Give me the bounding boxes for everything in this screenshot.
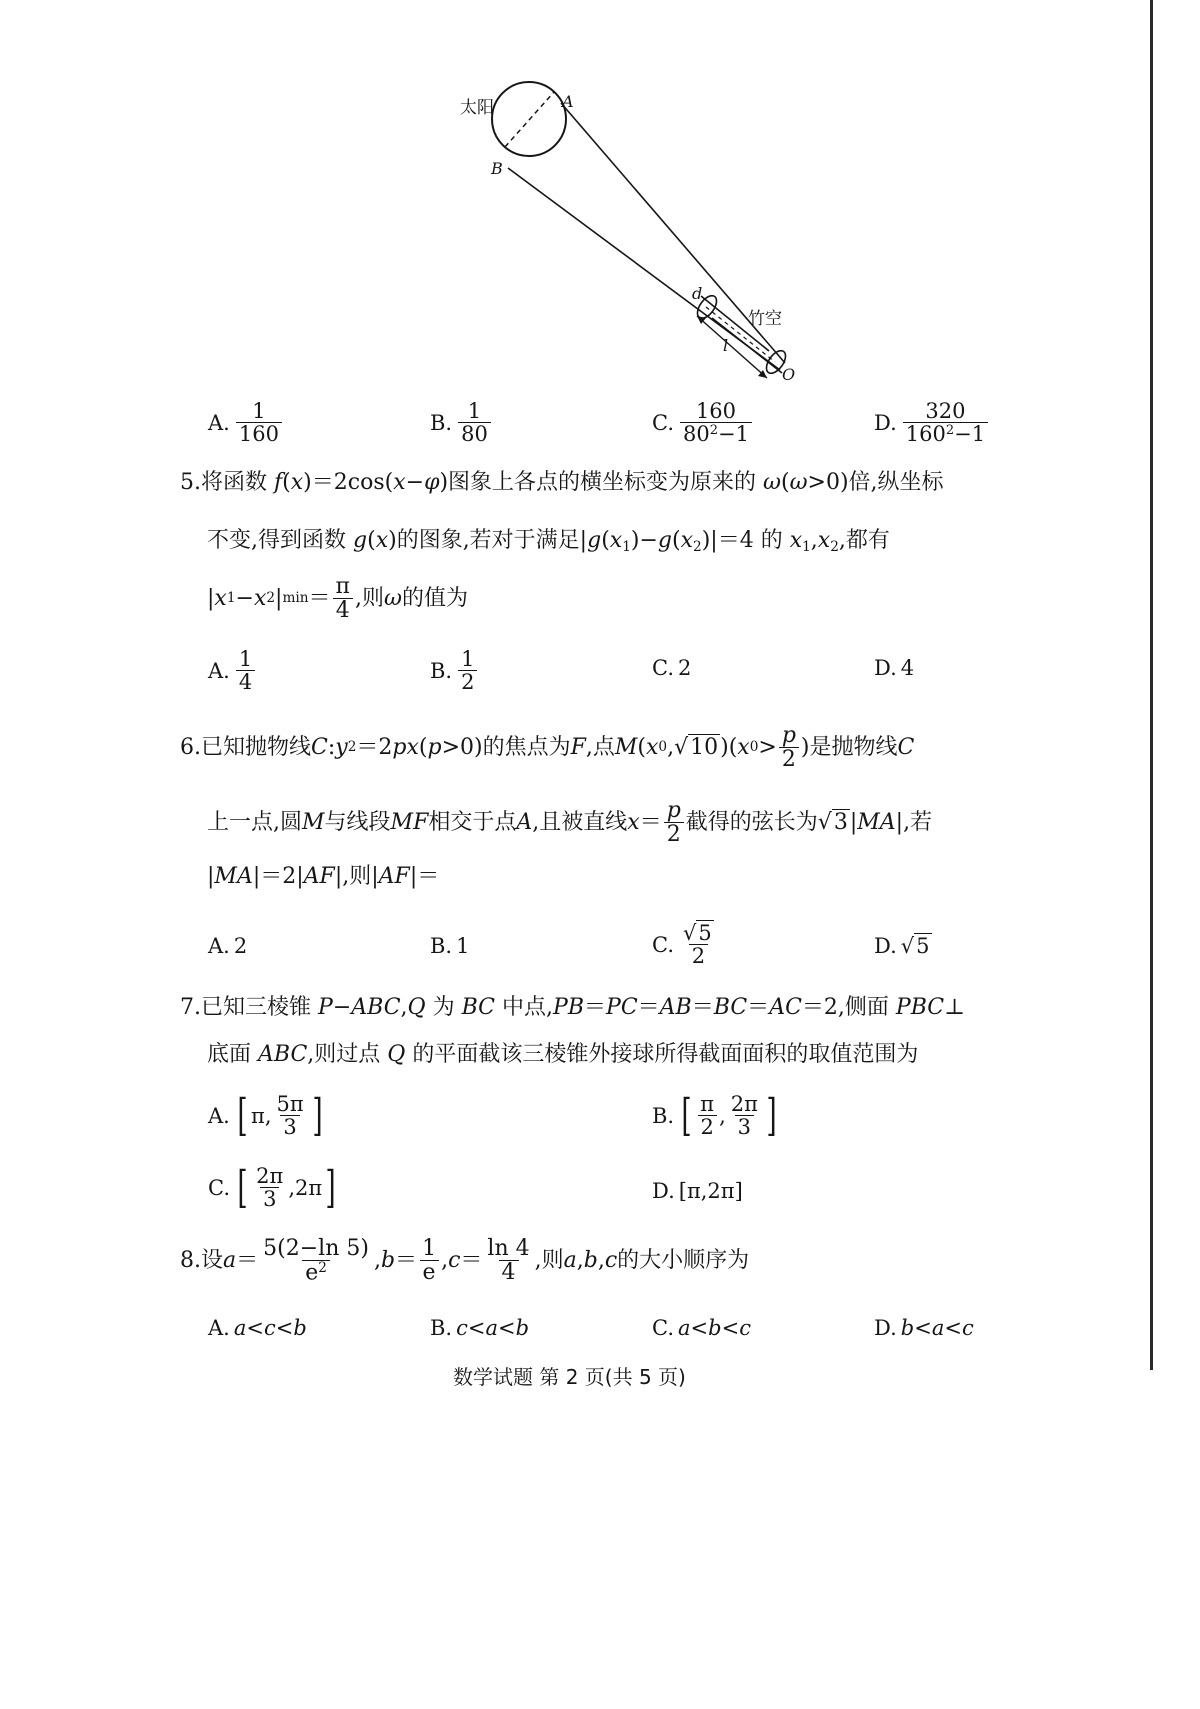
- option-label: D.: [874, 934, 897, 958]
- fraction: $\frac{2\pi}{3}$: [730, 1092, 758, 1140]
- q4-option-a[interactable]: [208, 400, 284, 445]
- label-l: l: [723, 336, 729, 355]
- option-label: A.: [208, 658, 230, 683]
- q8-option-d[interactable]: D. b < a < c: [874, 1316, 974, 1340]
- q6-option-a[interactable]: A. 2: [208, 934, 248, 958]
- denominator-base: 160: [905, 422, 946, 447]
- denominator: 160: [236, 422, 282, 445]
- fraction: [236, 400, 282, 445]
- fraction: $\frac{2\pi}{3}$: [256, 1164, 284, 1212]
- q8-option-a[interactable]: A. a < c < b: [208, 1316, 307, 1340]
- fraction: [680, 400, 752, 445]
- square-root: √10: [674, 734, 719, 760]
- q5-option-b[interactable]: [430, 648, 479, 693]
- option-label: C.: [652, 932, 674, 957]
- option-label: B.: [430, 658, 453, 683]
- option-label: A.: [208, 1103, 230, 1128]
- option-label: A.: [208, 1316, 230, 1340]
- label-o: O: [782, 365, 796, 384]
- denominator: [903, 422, 988, 445]
- label-b: B: [491, 159, 503, 178]
- denominator-base: 80: [683, 422, 710, 447]
- numerator: 320: [925, 399, 966, 423]
- fraction: $\frac{√5}{2}$: [683, 921, 712, 969]
- q4-option-b[interactable]: [430, 400, 493, 445]
- label-tube: 竹空: [748, 309, 782, 329]
- q7-line-2: 底面 ABC,则过点 Q 的平面截该三棱锥外接球所得截面面积的取值范围为: [207, 1042, 919, 1067]
- denominator: 80: [458, 422, 491, 445]
- option-label: B.: [430, 1316, 453, 1340]
- option-label: B.: [430, 410, 453, 435]
- denominator: [680, 422, 752, 445]
- page-footer: [453, 1361, 686, 1390]
- footer-subject: 数学试题: [453, 1365, 533, 1389]
- square-root: √5: [900, 934, 930, 958]
- q5-option-c[interactable]: C. 2: [652, 656, 692, 680]
- label-sun: 太阳: [460, 98, 494, 118]
- fraction: $\frac{1}{2}$: [458, 648, 477, 693]
- option-label: B.: [430, 934, 453, 958]
- q5-line-2: 不变,得到函数 g(x)的图象,若对于满足$|g(x_1)-g(x_2)|=4$ 的 $x_1,x_2$,都有: [207, 528, 890, 556]
- q8-option-b[interactable]: B. c < a < b: [430, 1316, 530, 1340]
- exponent: 2: [945, 422, 955, 438]
- sun-diameter-ab: [505, 92, 554, 147]
- q6-line-2: 上一点,圆 M 与线段 MF 相交于点 A ,且被直线 x ＝ $\frac{p}{2}$ 截得的弦长为 √3 | MA |,若: [207, 798, 933, 848]
- option-label: C.: [652, 410, 674, 435]
- q4-option-c[interactable]: [652, 400, 754, 445]
- fraction: [458, 400, 491, 445]
- option-label: D.: [652, 1179, 675, 1203]
- fraction: $\frac{\ln 4}{4}$: [487, 1236, 530, 1286]
- q5-option-d[interactable]: D. 4: [874, 656, 915, 680]
- fraction: $\frac{5(2-\ln 5)}{e^2}$: [263, 1236, 369, 1286]
- option-label: D.: [874, 410, 897, 435]
- denominator-tail: −1: [718, 422, 749, 447]
- q6-option-c[interactable]: [652, 922, 719, 967]
- fraction: $\frac{\pi}{4}$: [333, 575, 353, 622]
- q8-line: 8. 设 a ＝ $\frac{5(2-\ln 5)}{e^2}$ , b ＝ $\frac{1}{e}$ , c ＝ $\frac{\ln 4}{4}$ ,则 a , b , c 的大小顺序为: [180, 1236, 750, 1286]
- q6-option-d[interactable]: [874, 934, 932, 958]
- q7-option-d[interactable]: D. [π,2π]: [652, 1179, 743, 1203]
- q7-option-c[interactable]: C. [ $\frac{2\pi}{3}$ , 2π ]: [208, 1161, 336, 1213]
- footer-page-number: 第 2 页(共 5 页): [539, 1365, 686, 1389]
- option-label: A.: [208, 410, 230, 435]
- q6-line-1: 6. 已知抛物线 C : y 2 ＝2 px ( p >0)的焦点为 F ,点 M ( x 0 , √10 )( x 0 > $\frac{p}{2}$ )是抛物线 C: [180, 723, 915, 773]
- option-label: C.: [652, 656, 674, 680]
- question-number: 7.: [180, 995, 201, 1020]
- q4-option-d[interactable]: [874, 400, 990, 445]
- square-root: √3: [817, 809, 848, 835]
- question-number: 5.: [180, 470, 201, 495]
- fraction: $\frac{1}{4}$: [236, 648, 255, 693]
- q7-line-1: 7.已知三棱锥 P−ABC,Q 为 BC 中点,PB＝PC＝AB＝BC＝AC＝2,侧面 PBC⊥: [180, 995, 965, 1020]
- numerator: 160: [695, 399, 737, 423]
- fraction: [903, 400, 988, 445]
- option-label: C.: [208, 1175, 230, 1200]
- option-label: B.: [652, 1103, 675, 1128]
- q5-line-1: 5.将函数 f(x)＝2cos(x−φ)图象上各点的横坐标变为原来的 ω(ω>0)倍,纵坐标: [180, 470, 944, 495]
- q7-option-a[interactable]: A. [ π , $\frac{5\pi}{3}$ ]: [208, 1089, 323, 1141]
- label-a: A: [562, 92, 574, 111]
- option-label: D.: [874, 656, 897, 680]
- label-d: d: [692, 284, 703, 303]
- q5-option-a[interactable]: [208, 648, 257, 693]
- fraction: $\frac{5\pi}{3}$: [276, 1092, 304, 1140]
- question-number: 8.: [180, 1247, 201, 1273]
- fraction: $\frac{\pi}{2}$: [697, 1093, 717, 1138]
- sun-tube-figure: [0, 0, 1200, 400]
- option-label: A.: [208, 934, 230, 958]
- numerator: 1: [252, 399, 266, 423]
- option-label: C.: [652, 1316, 674, 1340]
- fraction: $\frac{p}{2}$: [779, 724, 799, 771]
- q6-option-b[interactable]: B. 1: [430, 934, 470, 958]
- exponent: 2: [709, 422, 719, 438]
- question-number: 6.: [180, 734, 201, 760]
- q5-line-3: | x 1 − x 2 | min ＝ $\frac{\pi}{4}$ ,则 ω 的值为: [207, 574, 468, 624]
- q8-option-c[interactable]: C. a < b < c: [652, 1316, 751, 1340]
- fraction: $\frac{1}{e}$: [419, 1237, 439, 1284]
- denominator-tail: −1: [954, 422, 986, 447]
- q6-line-3: |MA|＝2|AF|,则|AF|＝: [207, 864, 440, 889]
- q7-option-b[interactable]: B. [ $\frac{\pi}{2}$ , $\frac{2\pi}{3}$ ]: [652, 1089, 777, 1141]
- fraction: $\frac{p}{2}$: [664, 799, 684, 846]
- numerator: 1: [467, 399, 482, 423]
- option-label: D.: [874, 1316, 897, 1340]
